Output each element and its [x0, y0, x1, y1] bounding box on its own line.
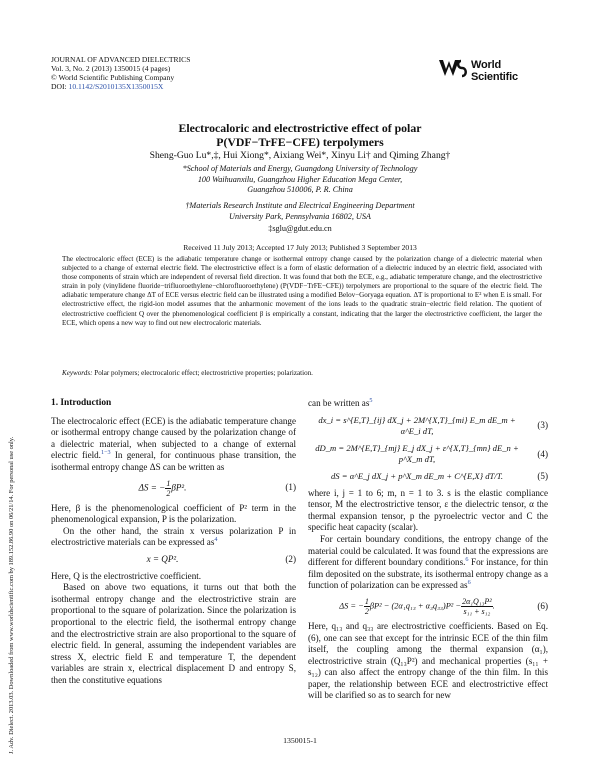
- equation-2: x = QP². (2): [146, 553, 296, 564]
- equation-5-label: (5): [537, 470, 548, 481]
- citation-link[interactable]: 6: [467, 579, 471, 587]
- affiliation-1: [100, 164, 500, 196]
- journal-copyright: © World Scientific Publishing Company: [51, 73, 175, 82]
- equation-1: ΔS = − $\frac{1}{2}$ βP². (1): [138, 478, 296, 498]
- equation-4-label: (4): [537, 448, 548, 459]
- tensor-definitions: where i, j = 1 to 6; m, n = 1 to 3. s is the elastic compliance tensor, M the electrostrictive tensor, ε the dielectric tensor, α the thermal expansion tensor, p the pyroelectric vector and C the specific heat capacity (scalar).: [308, 487, 548, 533]
- title-line-2: P(VDF−TrFE−CFE) terpolymers: [216, 135, 384, 149]
- affil1-line1: *School of Materials and Energy, Guangdong University of Technology: [182, 164, 418, 173]
- doi-link[interactable]: 10.1142/S2010135X1350015X: [68, 82, 164, 91]
- affil1-line2: 100 Waihuanxilu, Guangzhou Higher Education Mega Center,: [197, 174, 403, 184]
- equation-3-label: (3): [537, 420, 548, 431]
- intro-paragraph-2: Here, β is the phenomenological coefficient of P² term in the phenomenological expansion, P is the polarization.: [51, 502, 296, 525]
- received-dates: Received 11 July 2013; Accepted 17 July 2013; Published 3 September 2013: [183, 243, 417, 252]
- page-number: 1350015-1: [283, 736, 317, 745]
- intro-paragraph-5: Based on above two equations, it turns out that both the isothermal entropy change and the electrostrictive strain are proportional to the square of polarization. Since the polarization is proportional to the electric field, the isothermal entropy change and the electrostrictive strain are also proportional to the square of electric field. In general, assuming the independent variables are stress X, electric field E and temperature T, the dependent variables are strain x, electrical displacement D and entropy S, then the constitutive equations: [51, 582, 296, 685]
- doi-line: [51, 82, 190, 91]
- equation-3: dx_i = s^{E,T}_{ij} dX_j + 2M^{X,T}_{mi} E_m dE_m + α^E_i dT, (3): [318, 414, 548, 437]
- intro-paragraph-4: Here, Q is the electrostrictive coefficient.: [51, 570, 202, 581]
- world-scientific-logo-icon: [437, 58, 469, 78]
- affil2-line1: †Materials Research Institute and Electrical Engineering Department: [185, 201, 415, 210]
- title-line-1: Electrocaloric and electrostrictive effect of polar: [178, 121, 422, 135]
- journal-volume: Vol. 3, No. 2 (2013) 1350015 (4 pages): [51, 64, 171, 73]
- keywords-text: Polar polymers; electrocaloric effect; electrostrictive properties; polarization.: [92, 369, 313, 377]
- affil2-line2: University Park, Pennsylvania 16802, USA: [229, 211, 371, 221]
- boundary-paragraph: For certain boundary conditions, the entropy change of the material could be calculated. It was found that the expressions are different for different boundary conditions.$^6$ For instance, for thin film deposited on the substrate, its isothermal entropy change as a function of polarization can be expressed as$^6$: [308, 533, 548, 591]
- publisher-logo: [437, 58, 549, 83]
- intro-paragraph-1: The electrocaloric effect (ECE) is the adiabatic temperature change or isothermal entropy change caused by the polarization change of a dielectric material, when subjected to a change of external electric field.$^{1-3}$ In general, for continuous phase transition, the isothermal entropy change ΔS can be written as: [51, 415, 296, 472]
- keywords-label: Keywords:: [62, 369, 93, 377]
- equation-6: ΔS = − $\frac{1}{2}$ βP² − (2α₁q₁₃ + α₃q₃₃)P² − $\frac{\text{2α₁Q₁₃P²}}{\text{s₁₁ + s₁₂}}$ . (6): [339, 596, 548, 616]
- section-heading: 1. Introduction: [51, 398, 112, 408]
- equation-5: dS = α^E_j dX_j + p^X_m dE_m + C^{E,X} dT/T. (5): [331, 470, 548, 481]
- citation-link[interactable]: 6: [465, 556, 469, 564]
- download-notice: [6, 436, 30, 756]
- download-notice-text: J. Adv. Dielect. 2013.03. Downloaded from www.worldscientific.com by 189.152.86.90 on 06/21/14. For personal use only.: [8, 436, 15, 754]
- affil1-line3: Guangzhou 510006, P. R. China: [247, 185, 353, 195]
- equation-2-label: (2): [285, 553, 296, 564]
- doi-label: DOI:: [51, 82, 67, 91]
- citation-link[interactable]: 4: [214, 536, 218, 544]
- abstract-text: The electrocaloric effect (ECE) is the adiabatic temperature change or isothermal entropy change caused by the polarization change of a dielectric material when subjected to a change of external electric field. The electrostrictive effect is a form of elastic deformation of a dielectric induced by an electric field, associated with those components of strain which are independent of reversal field direction. It was found that both the ECE, e.g., adiabatic temperature change, and the electrostrictive strain in poly (vinylidene fluoride−trifluoroethylene−chlorofluoroethylene) (P(VDF−TrFE−CFE)) terpolymers are proportional to the square of the electric field. The adiabatic temperature change ΔT of ECE versus electric field can be illustrated using a modified Belov−Goryaga equation. ΔT is proportional to E² when E is small. For electrostrictive effect, the rigid-ion model assumes that the anharmonic movement of the ions leads to the quadratic strain−electric field relation. The quotient of electrostrictive coefficient Q over the phenomenological coefficient β is empirically a constant, indicating that the larger the electrostrictive coefficient, the larger the ECE, which opens a new way to find out new electrocaloric materials.: [62, 255, 542, 327]
- affiliation-2: [100, 201, 500, 222]
- logo-text: World Scientific: [471, 59, 518, 83]
- journal-header: [51, 55, 190, 91]
- citation-link[interactable]: 1−3: [100, 449, 111, 457]
- keywords: [62, 369, 542, 378]
- equation-4: dD_m = 2M^{E,T}_{mj} E_j dX_j + ε^{X,T}_{mn} dE_n + p^X_m dT, (4): [315, 442, 548, 465]
- citation-link[interactable]: 5: [369, 396, 373, 404]
- constitutive-intro: can be written as$^5$: [308, 396, 373, 408]
- left-column: [51, 398, 296, 686]
- paper-title: [100, 121, 500, 149]
- journal-name: JOURNAL OF ADVANCED DIELECTRICS: [51, 55, 191, 64]
- contact-email[interactable]: ‡sglu@gdut.edu.cn: [268, 224, 332, 233]
- abstract: [62, 255, 542, 328]
- author-list: Sheng-Guo Lu*,‡, Hui Xiong*, Aixiang Wei*, Xinyu Li† and Qiming Zhang†: [149, 150, 451, 161]
- equation-6-label: (6): [537, 600, 548, 611]
- coupling-paragraph: Here, q₁₃ and q₃₃ are electrostrictive coefficients. Based on Eq. (6), one can see that except for the intrinsic ECE of the thin film itself, the coupling among the thermal expansion (α₁), electrostrictive strain (Q₁₃P²) and mechanical properties (s₁₁ + s₁₂) can also affect the entropy change of the thin film. In this paper, the relationship between ECE and electrostrictive effect will be clarified so as to search for new: [308, 620, 548, 701]
- right-column: [308, 398, 548, 702]
- intro-paragraph-3: On the other hand, the strain x versus polarization P in electrostrictive materials can be expressed as$^4$: [51, 525, 296, 548]
- equation-1-label: (1): [285, 482, 296, 493]
